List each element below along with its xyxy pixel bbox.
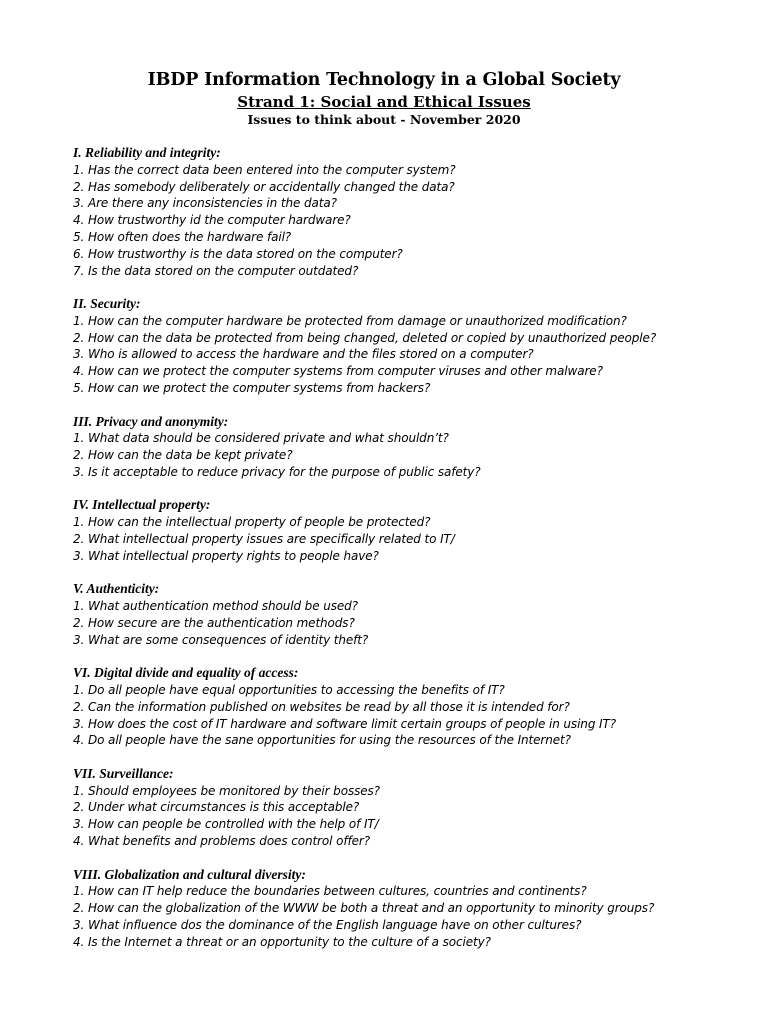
question-item: 3. What are some consequences of identity theft?	[73, 632, 369, 647]
question-item: 3. How does the cost of IT hardware and software limit certain groups of people in using IT?	[73, 716, 616, 731]
question-item: 3. Is it acceptable to reduce privacy for the purpose of public safety?	[73, 464, 481, 479]
question-item: 3. What influence dos the dominance of the English language have on other cultures?	[73, 917, 582, 932]
section-heading: VIII. Globalization and cultural diversity:	[73, 866, 306, 882]
question-item: 2. Can the information published on websites be read by all those it is intended for?	[73, 699, 570, 714]
question-item: 2. Has somebody deliberately or accidentally changed the data?	[73, 179, 455, 194]
section	[73, 867, 753, 951]
question-item: 2. How secure are the authentication methods?	[73, 615, 355, 630]
question-item: 3. What intellectual property rights to people have?	[73, 548, 379, 563]
question-item: 3. How can people be controlled with the help of IT/	[73, 817, 379, 832]
question-item: 1. What data should be considered private and what shouldn’t?	[73, 431, 449, 446]
section	[73, 581, 753, 648]
question-item: 4. How can we protect the computer systems from computer viruses and other malware?	[73, 364, 603, 379]
section	[73, 296, 753, 397]
sections-container	[73, 145, 753, 967]
question-list	[73, 162, 753, 280]
question-list	[73, 514, 753, 564]
section	[73, 497, 753, 564]
question-item: 7. Is the data stored on the computer outdated?	[73, 263, 359, 278]
question-item: 4. Do all people have the sane opportunities for using the resources of the Internet?	[73, 733, 571, 748]
section-heading: V. Authenticity:	[73, 581, 160, 597]
question-item: 2. What intellectual property issues are specifically related to IT/	[73, 532, 455, 546]
question-item: 5. How often does the hardware fail?	[73, 229, 292, 244]
section	[73, 145, 753, 279]
question-item: 5. How can we protect the computer systems from hackers?	[73, 381, 431, 396]
section-heading: IV. Intellectual property:	[73, 497, 211, 513]
question-item: 4. What benefits and problems does control offer?	[73, 834, 370, 849]
section-heading: II. Security:	[73, 296, 141, 312]
question-list	[73, 430, 753, 480]
question-item: 1. How can the computer hardware be protected from damage or unauthorized modification?	[73, 313, 627, 328]
question-item: 1. How can IT help reduce the boundaries between cultures, countries and continents?	[73, 884, 587, 899]
question-list	[73, 783, 753, 850]
question-item: 4. How trustworthy id the computer hardware?	[73, 213, 351, 228]
question-item: 1. How can the intellectual property of people be protected?	[73, 515, 431, 530]
question-item: 3. Who is allowed to access the hardware and the files stored on a computer?	[73, 347, 534, 362]
document-subtitle: Strand 1: Social and Ethical Issues	[237, 93, 531, 111]
question-item: 2. How can the data be kept private?	[73, 448, 293, 463]
question-item: 2. Under what circumstances is this acceptable?	[73, 800, 360, 815]
question-item: 1. Should employees be monitored by their bosses?	[73, 783, 380, 798]
section-heading: VI. Digital divide and equality of access:	[73, 665, 299, 681]
question-item: 1. Has the correct data been entered into the computer system?	[73, 162, 456, 177]
question-item: 4. Is the Internet a threat or an opportunity to the culture of a society?	[73, 934, 491, 949]
section	[73, 665, 753, 749]
question-list	[73, 598, 753, 648]
section-heading: I. Reliability and integrity:	[73, 145, 221, 160]
question-list	[73, 682, 753, 749]
question-list	[73, 883, 753, 950]
question-item: 3. Are there any inconsistencies in the data?	[73, 196, 337, 211]
document-title: IBDP Information Technology in a Global Society	[147, 70, 621, 90]
section	[73, 766, 753, 850]
question-item: 2. How can the data be protected from being changed, deleted or copied by unauthorized people?	[73, 330, 657, 345]
question-item: 2. How can the globalization of the WWW be both a threat and an opportunity to minority groups?	[73, 901, 655, 916]
section-heading: VII. Surveillance:	[73, 765, 174, 781]
document-tagline: Issues to think about - November 2020	[247, 112, 521, 127]
question-item: 6. How trustworthy is the data stored on the computer?	[73, 246, 403, 261]
question-list	[73, 313, 753, 397]
question-item: 1. Do all people have equal opportunities to accessing the benefits of IT?	[73, 682, 505, 697]
section-heading: III. Privacy and anonymity:	[73, 413, 229, 429]
question-item: 1. What authentication method should be used?	[73, 599, 358, 614]
section	[73, 414, 753, 481]
